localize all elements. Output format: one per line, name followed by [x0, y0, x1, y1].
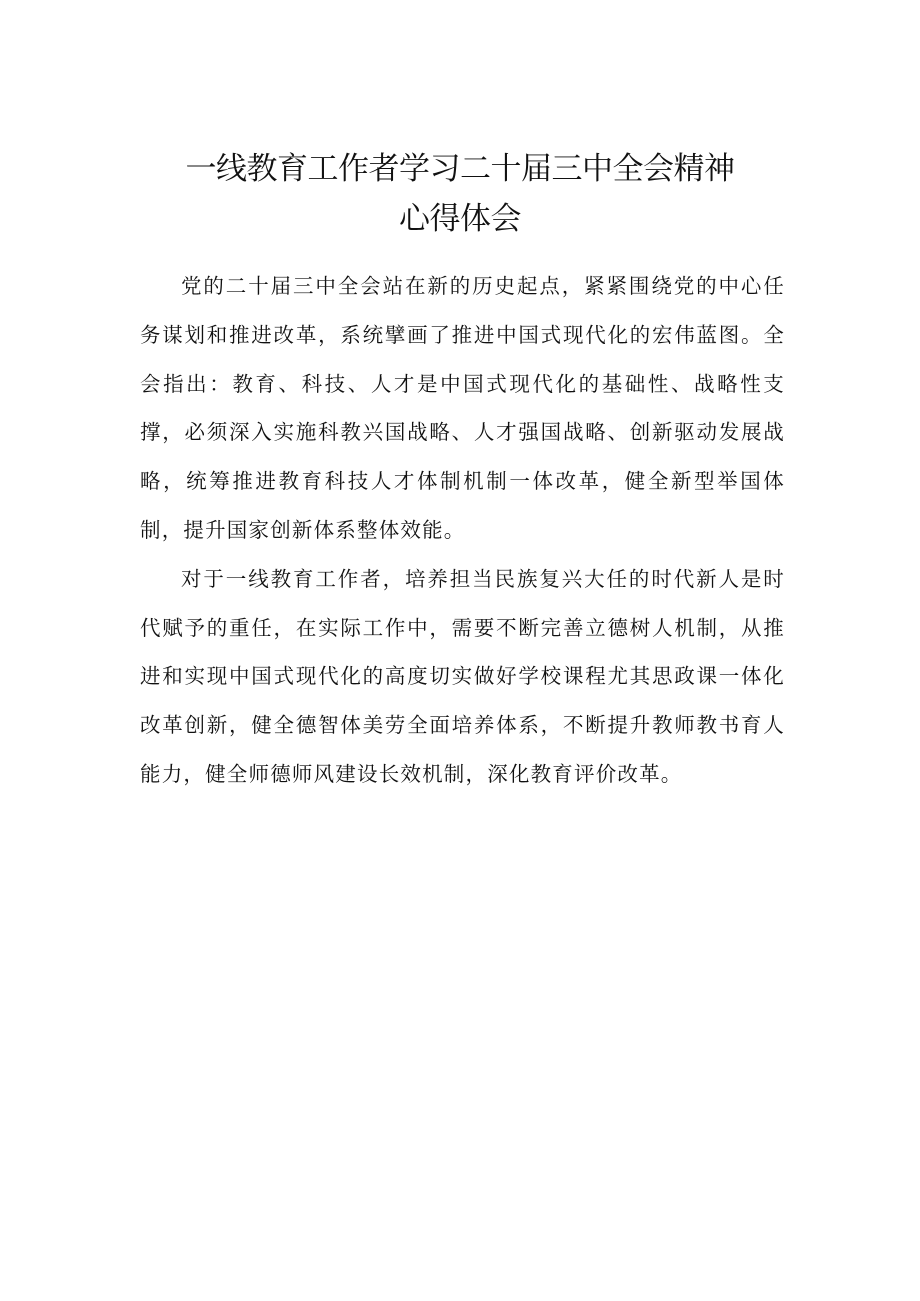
document-body: [140, 262, 785, 799]
document-title: [120, 144, 800, 244]
paragraph-2: 对于一线教育工作者，培养担当民族复兴大任的时代新人是时代赋予的重任，在实际工作中，需要不断完善立德树人机制，从推进和实现中国式现代化的高度切实做好学校课程尤其思政课一体化改革创新，健全德智体美劳全面培养体系，不断提升教师教书育人能力，健全师德师风建设长效机制，深化教育评价改革。: [140, 566, 785, 786]
paragraph-1: 党的二十届三中全会站在新的历史起点，紧紧围绕党的中心任务谋划和推进改革，系统擘画了推进中国式现代化的宏伟蓝图。全会指出：教育、科技、人才是中国式现代化的基础性、战略性支撑，必须深入实施科教兴国战略、人才强国战略、创新驱动发展战略，统筹推进教育科技人才体制机制一体改革，健全新型举国体制，提升国家创新体系整体效能。: [140, 274, 785, 542]
title-line-1: 一线教育工作者学习二十届三中全会精神: [185, 151, 735, 187]
title-line-2: 心得体会: [399, 201, 521, 237]
